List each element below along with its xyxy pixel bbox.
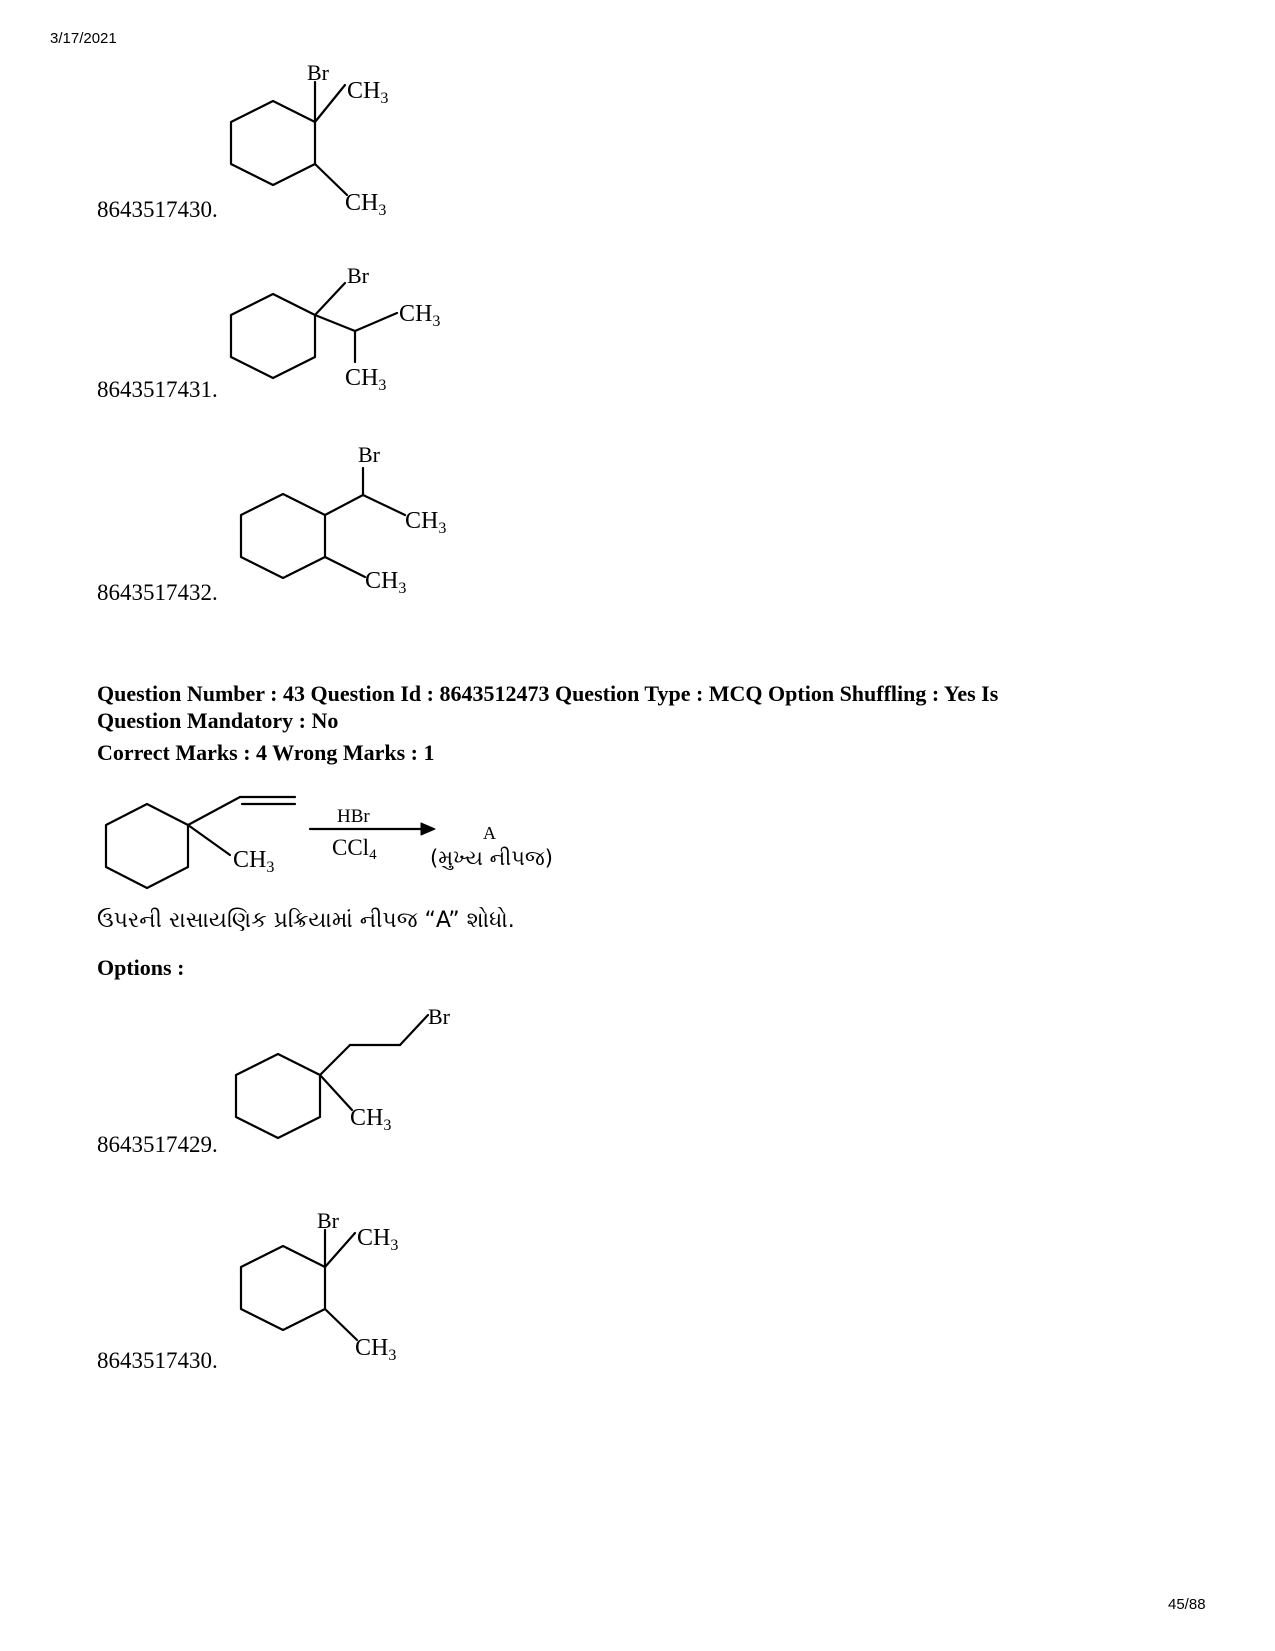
label-br: Br — [317, 1208, 339, 1233]
option-id: 8643517429. — [97, 1132, 218, 1157]
label-br: Br — [347, 263, 369, 288]
label-ch3: $CH_3$ — [365, 568, 407, 597]
option-id: 8643517430. — [97, 1348, 218, 1373]
question-text: ઉપરની રાસાયણિક પ્રક્રિયામાં નીપજ “A” શોધો. — [97, 908, 515, 933]
label-ch3: $CH_3$ — [347, 78, 389, 107]
option-id: 8643517431. — [97, 377, 218, 402]
option-id: 8643517430. — [97, 197, 218, 222]
structure-1-2-bromoethyl-1-methylcyclohexane — [235, 1000, 475, 1150]
label-ch3: $CH_3$ — [357, 1225, 399, 1254]
reagent-hbr: HBr — [337, 806, 370, 827]
substituent-label: $CH_3$ — [233, 847, 275, 876]
question-header-line1: Question Number : 43 Question Id : 8643512473 Question Type : MCQ Option Shuffling : Yes Is — [97, 681, 999, 706]
structure-1-bromo-1-isopropylcyclohexane — [225, 255, 465, 400]
label-ch3: $CH_3$ — [405, 508, 447, 537]
label-ch3: $CH_3$ — [345, 365, 387, 394]
options-label: Options : — [97, 955, 185, 980]
question-header-line2: Question Mandatory : No — [97, 708, 339, 733]
structure-1-bromo-1-2-dimethylcyclohexane — [235, 1205, 435, 1365]
label-ch3: $CH_3$ — [399, 301, 441, 330]
page-number: 45/88 — [1168, 1596, 1206, 1613]
label-br: Br — [428, 1004, 450, 1029]
reagent-ccl4: CCl4 — [332, 835, 377, 863]
reaction-scheme — [100, 785, 570, 900]
product-a: A — [483, 823, 496, 843]
structure-1-bromoethyl-2-methylcyclohexane — [235, 440, 475, 600]
option-id: 8643517432. — [97, 580, 218, 605]
structure-1-bromo-1-2-dimethylcyclohexane — [225, 60, 425, 220]
label-ch3: $CH_3$ — [355, 1335, 397, 1364]
label-ch3: $CH_3$ — [345, 190, 387, 219]
label-br: Br — [307, 60, 329, 85]
header-date: 3/17/2021 — [50, 30, 117, 47]
product-note: (મુખ્ય નીપજ) — [430, 846, 553, 870]
label-br: Br — [358, 442, 380, 467]
label-ch3: $CH_3$ — [350, 1105, 392, 1134]
question-marks: Correct Marks : 4 Wrong Marks : 1 — [97, 740, 435, 765]
